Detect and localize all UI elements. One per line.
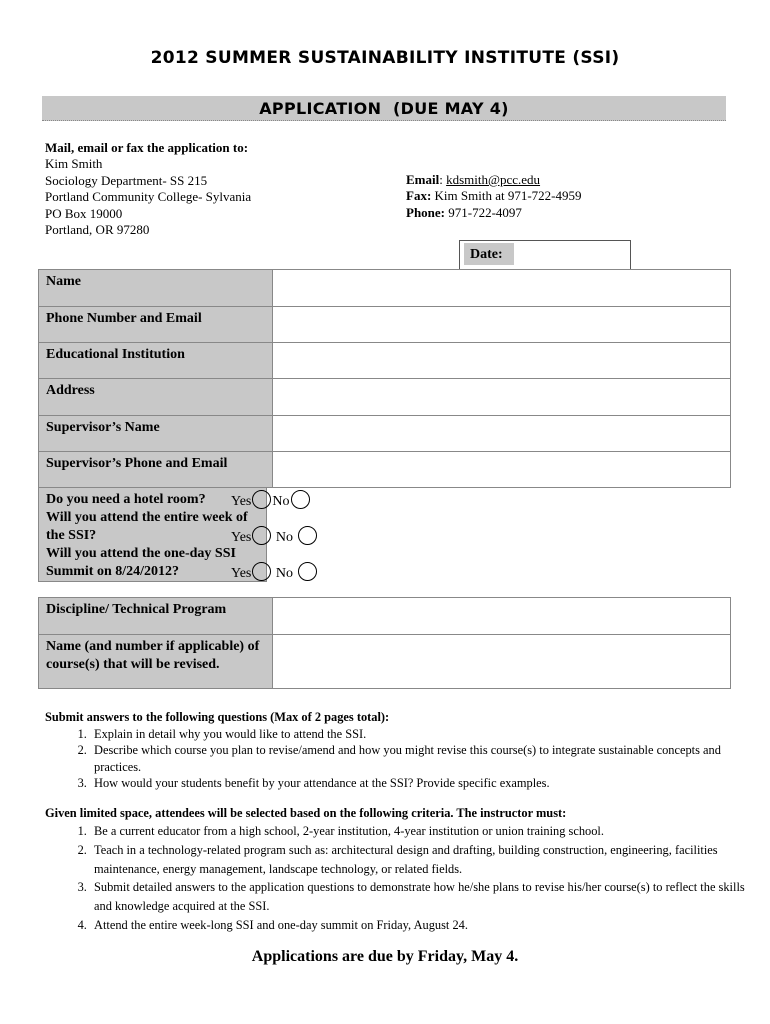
- supervisor-name-input[interactable]: [273, 416, 731, 452]
- email-label: Email: [406, 172, 440, 187]
- mail-line: Portland, OR 97280: [45, 222, 150, 238]
- criteria-item: 3. Submit detailed answers to the application questions to demonstrate how he/she plans to revise his/her course(s) to reflect the skills and knowledge acquired at the SSI.: [90, 878, 745, 916]
- due-date-notice: Applications are due by Friday, May 4.: [251, 948, 519, 965]
- mail-heading: Mail, email or fax the application to:: [45, 140, 249, 155]
- yes-label: Yes: [231, 494, 252, 509]
- question-item: 3. How would your students benefit by your attendance at the SSI? Provide specific examples.: [90, 775, 745, 792]
- field-label-courses: Name (and number if applicable) of course(s) that will be revised.: [39, 635, 273, 689]
- question-summit: Will you attend the one-day SSI Summit on 8/24/2012?: [46, 546, 236, 579]
- name-input[interactable]: [273, 270, 731, 307]
- criteria-item: 1. Be a current educator from a high school, 2-year institution, 4-year institution or union training school.: [90, 822, 745, 841]
- address-input[interactable]: [273, 379, 731, 416]
- field-label-supervisor-contact: Supervisor’s Phone and Email: [39, 452, 273, 488]
- week-no-radio[interactable]: [298, 526, 317, 545]
- no-label: No: [275, 530, 293, 545]
- mail-line: Kim Smith: [45, 156, 103, 172]
- field-label-address: Address: [39, 379, 273, 416]
- date-field[interactable]: [459, 240, 631, 270]
- hotel-options: [231, 490, 311, 510]
- criteria-heading: Given limited space, attendees will be selected based on the following criteria. The instructor must:: [45, 806, 567, 820]
- fax-value: Kim Smith at 971-722-4959: [434, 188, 582, 204]
- field-label-name: Name: [39, 270, 273, 307]
- field-label-phone-email: Phone Number and Email: [39, 307, 273, 343]
- mail-line: PO Box 19000: [45, 205, 123, 221]
- field-label-discipline: Discipline/ Technical Program: [39, 598, 273, 635]
- question-item: 1. Explain in detail why you would like to attend the SSI.: [90, 726, 745, 743]
- phone-value: 971-722-4097: [448, 204, 522, 220]
- institution-input[interactable]: [273, 343, 731, 379]
- no-label: No: [272, 494, 290, 509]
- contact-info: Email: kdsmith@pcc.edu Fax: Kim Smith at 971-722-4959 Phone: 971-722-4097: [406, 172, 582, 220]
- summit-no-radio[interactable]: [298, 562, 317, 581]
- email-link[interactable]: kdsmith@pcc.edu: [446, 172, 541, 187]
- criteria-section: [45, 805, 745, 935]
- field-label-supervisor-name: Supervisor’s Name: [39, 416, 273, 452]
- supervisor-contact-input[interactable]: [273, 452, 731, 488]
- phone-label: Phone:: [406, 204, 445, 220]
- hotel-no-radio[interactable]: [291, 490, 310, 509]
- question-item: 2. Describe which course you plan to revise/amend and how you might revise this course(s) to integrate sustainable concepts and practices.: [90, 742, 745, 775]
- no-label: No: [275, 566, 293, 581]
- week-yes-radio[interactable]: [252, 526, 271, 545]
- application-banner: APPLICATION (DUE MAY 4): [42, 96, 726, 121]
- yes-label: Yes: [231, 566, 252, 581]
- field-label-institution: Educational Institution: [39, 343, 273, 379]
- criteria-item: 2. Teach in a technology-related program such as: architectural design and drafting, building construction, engineering, facilities maintenance, energy management, landscape technology, or related fields.: [90, 841, 745, 879]
- fax-label: Fax:: [406, 188, 432, 204]
- questions-heading: Submit answers to the following questions (Max of 2 pages total):: [45, 710, 390, 724]
- mail-line: Portland Community College- Sylvania: [45, 189, 252, 205]
- mailing-address: [45, 140, 251, 238]
- hotel-yes-radio[interactable]: [252, 490, 271, 509]
- question-hotel: Do you need a hotel room?: [46, 492, 206, 507]
- summit-yes-radio[interactable]: [252, 562, 271, 581]
- course-info-table: [38, 597, 731, 689]
- criteria-item: 4. Attend the entire week-long SSI and one-day summit on Friday, August 24.: [90, 916, 745, 935]
- mail-line: Sociology Department- SS 215: [45, 172, 208, 188]
- discipline-input[interactable]: [273, 598, 731, 635]
- date-label: Date:: [464, 243, 514, 265]
- question-entire-week: Will you attend the entire week of the SSI?: [46, 510, 248, 543]
- summit-options: [231, 562, 318, 582]
- applicant-info-table: [38, 269, 731, 488]
- phone-email-input[interactable]: [273, 307, 731, 343]
- questions-section: [45, 709, 745, 792]
- courses-input[interactable]: [273, 635, 731, 689]
- yes-label: Yes: [231, 530, 252, 545]
- entire-week-options: [231, 526, 318, 546]
- document-title: 2012 SUMMER SUSTAINABILITY INSTITUTE (SSI): [150, 48, 620, 68]
